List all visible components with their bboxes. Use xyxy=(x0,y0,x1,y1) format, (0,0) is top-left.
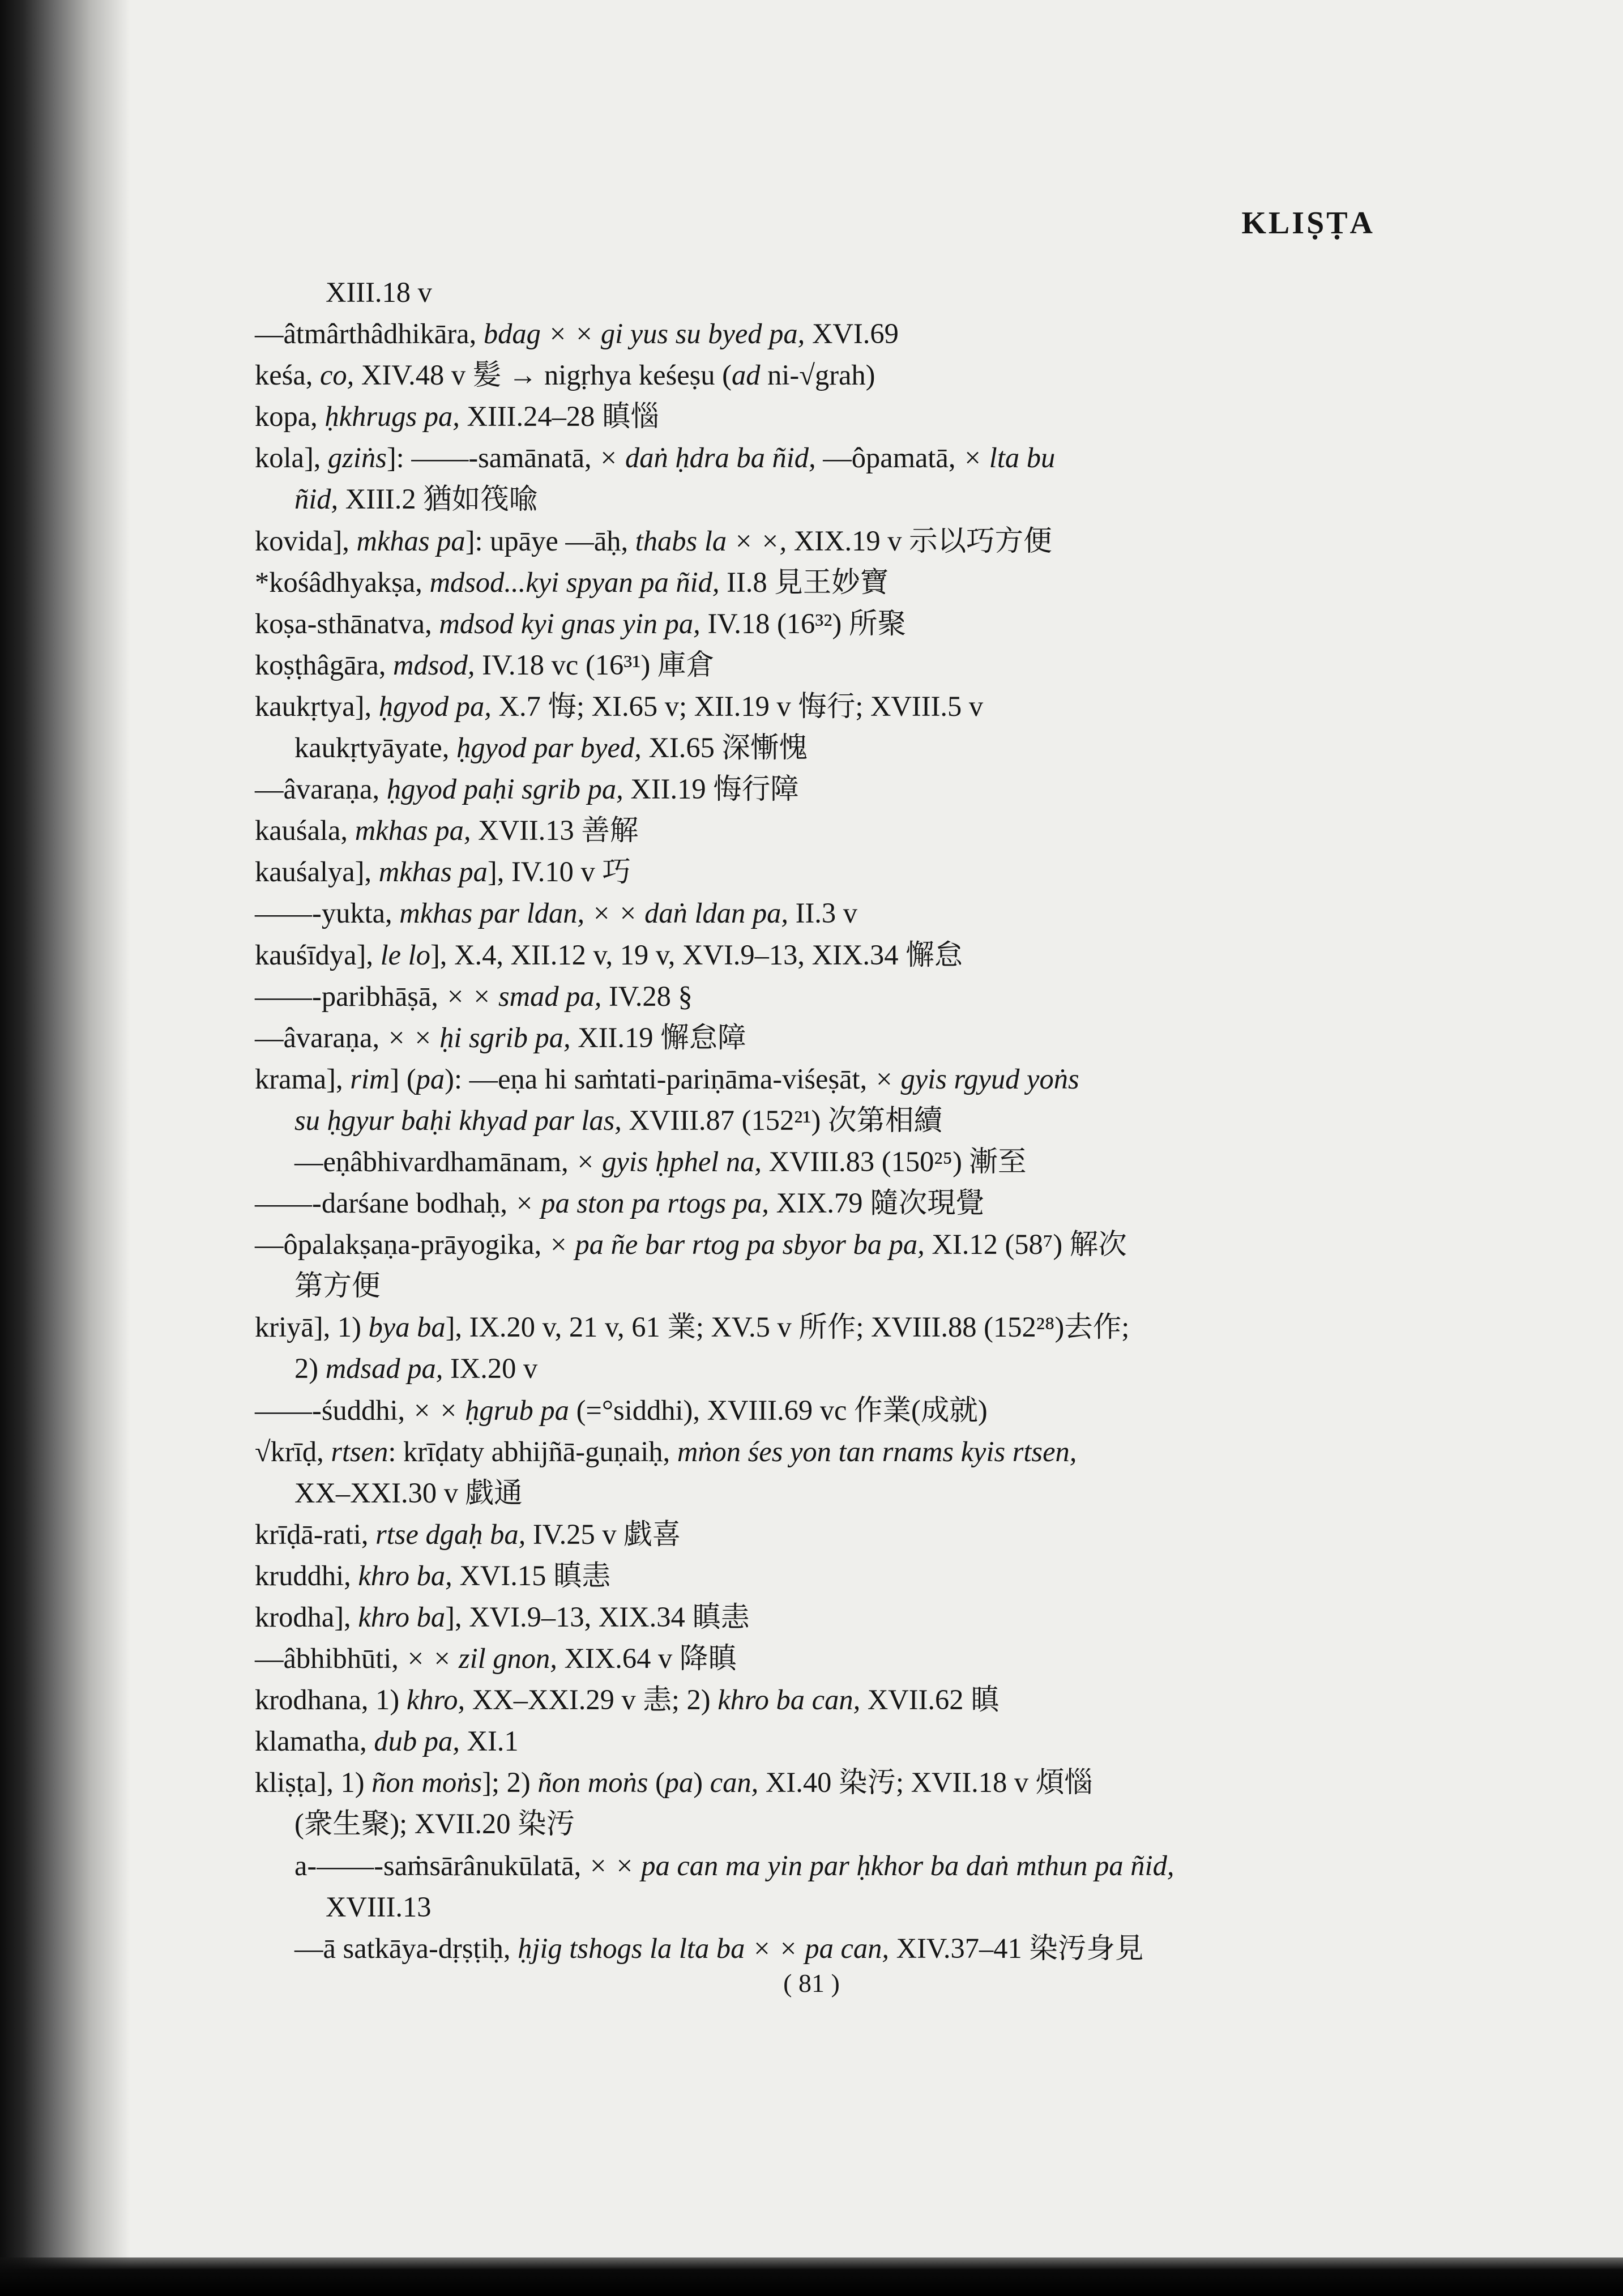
entry-text: II.8 見王妙寶 xyxy=(719,566,889,598)
tibetan-equivalent: × gyis ḥphel na, xyxy=(575,1145,762,1177)
entry-line xyxy=(255,562,1393,603)
entry-text: kovida], xyxy=(255,524,357,557)
entry-text: XX–XXI.30 v 戯通 xyxy=(294,1476,523,1509)
tibetan-equivalent: bya ba xyxy=(368,1311,446,1343)
entry-text: XII.19 懈怠障 xyxy=(570,1021,746,1053)
entry-text: IV.28 § xyxy=(601,980,693,1012)
tibetan-equivalent: khro ba, xyxy=(358,1559,452,1591)
entry-line xyxy=(255,1224,1393,1265)
entry-text: kaukṛtya], xyxy=(255,690,379,722)
tibetan-equivalent: rtse dgaḥ ba, xyxy=(375,1518,526,1550)
tibetan-equivalent: rim xyxy=(350,1062,390,1095)
tibetan-equivalent: × pa ston pa rtogs pa, xyxy=(514,1187,769,1219)
entry-text: XVIII.83 (150²⁵) 漸至 xyxy=(762,1145,1027,1177)
tibetan-equivalent: mdsod kyi gnas yin pa, xyxy=(439,607,701,639)
entry-text: : krīḍaty abhijñā-guṇaiḥ, xyxy=(388,1435,677,1467)
entry-text: XI.12 (58⁷) 解次 xyxy=(924,1228,1127,1261)
entry-line xyxy=(255,1928,1393,1969)
entry-text: ——-yukta, xyxy=(255,897,400,929)
entry-line xyxy=(255,686,1393,727)
tibetan-equivalent: khro, xyxy=(406,1684,465,1716)
page-number: ( 81 ) xyxy=(783,1969,840,1998)
entry-text: *kośâdhyakṣa, xyxy=(255,566,430,598)
entry-text: —âtmârthâdhikāra, xyxy=(255,318,484,350)
entry-text: IX.20 v xyxy=(443,1352,538,1385)
tibetan-equivalent: dub pa, xyxy=(374,1725,460,1757)
entry-line xyxy=(255,1141,1393,1183)
entry-line xyxy=(255,727,1393,769)
entry-text: krīḍā-rati, xyxy=(255,1518,376,1550)
tibetan-equivalent: mkhas pa xyxy=(356,524,465,557)
entry-line xyxy=(255,520,1393,562)
entry-text: (衆生聚); XVII.20 染汚 xyxy=(294,1808,575,1840)
tibetan-equivalent: × × smad pa, xyxy=(445,980,602,1012)
entry-line xyxy=(255,893,1393,934)
entry-line xyxy=(255,1845,1393,1887)
entry-line xyxy=(255,1638,1393,1679)
tibetan-equivalent: mkhas par ldan, × × daṅ ldan pa, xyxy=(399,897,789,929)
entry-text: XVIII.87 (152²¹) 次第相續 xyxy=(621,1104,942,1136)
entry-line xyxy=(255,1059,1393,1100)
entry-text: ) xyxy=(693,1766,710,1799)
entry-text: —âbhibhūti, xyxy=(255,1642,406,1675)
entry-line xyxy=(255,1762,1393,1803)
entry-line xyxy=(255,1100,1393,1141)
entry-text: krodhana, 1) xyxy=(255,1684,407,1716)
tibetan-equivalent: × × zil gnon, xyxy=(405,1642,557,1675)
tibetan-equivalent: × lta bu xyxy=(963,442,1056,474)
entry-text: XIV.48 v 髪 → nigṛhya keśeṣu ( xyxy=(354,359,732,391)
entry-text: ( xyxy=(648,1766,665,1799)
entry-text: IV.18 (16³²) 所聚 xyxy=(700,607,907,639)
entry-line xyxy=(255,934,1393,976)
tibetan-equivalent: ḥgyod pa, xyxy=(378,690,492,722)
tibetan-equivalent: gziṅs xyxy=(328,442,387,474)
tibetan-equivalent: ñon moṅs xyxy=(371,1766,482,1799)
running-head: KLIṢṬA xyxy=(1241,206,1375,241)
tibetan-equivalent: × gyis rgyud yoṅs xyxy=(874,1062,1079,1095)
entry-line xyxy=(255,851,1393,893)
entry-line xyxy=(255,645,1393,686)
entry-text: XVI.15 瞋恚 xyxy=(452,1559,610,1591)
entry-text: ): —eṇa hi saṁtati-pariṇāma-viśeṣāt, xyxy=(445,1062,874,1095)
entry-text: XIII.2 猶如筏喩 xyxy=(338,483,538,515)
entry-text: kruddhi, xyxy=(255,1559,358,1591)
entry-text: XX–XXI.29 v 恚; 2) xyxy=(465,1684,718,1716)
entry-text: krama], xyxy=(255,1062,351,1095)
entry-text: √krīḍ, xyxy=(255,1435,331,1467)
entry-text: —âvaraṇa, xyxy=(255,1021,387,1053)
entry-text: XIX.79 隨次現覺 xyxy=(768,1187,985,1219)
entry-text: X.7 悔; XI.65 v; XII.19 v 悔行; XVIII.5 v xyxy=(491,690,984,722)
entry-text: XIII.24–28 瞋惱 xyxy=(459,400,659,433)
entry-line xyxy=(255,769,1393,810)
entry-line xyxy=(255,1597,1393,1638)
entry-text: XIII.18 v xyxy=(326,276,432,308)
entry-text: XVI.69 xyxy=(805,318,899,350)
entry-text: XI.40 染汚; XVII.18 v 煩惱 xyxy=(758,1766,1093,1799)
entry-line xyxy=(255,1183,1393,1224)
entry-text: keśa, xyxy=(255,359,320,391)
tibetan-equivalent: mdsad pa, xyxy=(325,1352,443,1385)
entry-text: kauśīdya], xyxy=(255,938,381,971)
tibetan-equivalent: mdsod...kyi spyan pa ñid, xyxy=(429,566,720,598)
entry-text: XIV.37–41 染汚身見 xyxy=(889,1932,1144,1964)
entry-line xyxy=(255,1473,1393,1514)
entry-text: ——-paribhāṣā, xyxy=(255,980,446,1012)
entry-text: XII.19 悔行障 xyxy=(623,773,799,805)
tibetan-equivalent: mṅon śes yon tan rnams kyis rtsen, xyxy=(677,1435,1077,1467)
entry-text: —eṇâbhivardhamānam, xyxy=(294,1145,576,1177)
tibetan-equivalent: pa xyxy=(664,1766,694,1799)
entry-text: kaukṛtyāyate, xyxy=(294,732,457,764)
tibetan-equivalent: ḥgyod par byed, xyxy=(456,732,642,764)
entry-text: kauśalya], xyxy=(255,856,379,888)
tibetan-equivalent: ḥkhrugs pa, xyxy=(324,400,460,433)
entry-line xyxy=(255,1431,1393,1473)
entry-text: a-——-saṁsārânukūlatā, xyxy=(294,1849,588,1881)
tibetan-equivalent: × daṅ ḥdra ba ñid, xyxy=(599,442,816,474)
entry-text: ——-śuddhi, xyxy=(255,1394,412,1426)
entry-text: kliṣṭa], 1) xyxy=(255,1766,372,1799)
entry-line xyxy=(255,1555,1393,1597)
entry-text: (=°siddhi), XVIII.69 vc 作業(成就) xyxy=(569,1394,988,1426)
entry-text: koṣa-sthānatva, xyxy=(255,607,439,639)
entry-text: koṣṭhâgāra, xyxy=(255,648,393,681)
entry-line xyxy=(255,1887,1393,1928)
entry-line xyxy=(255,1390,1393,1431)
entry-line xyxy=(255,1017,1393,1059)
tibetan-equivalent: ad xyxy=(732,359,761,391)
entry-line xyxy=(255,1721,1393,1762)
entry-text: ]: upāye —āḥ, xyxy=(465,524,635,557)
entry-line xyxy=(255,976,1393,1017)
entry-text: —ôpalakṣaṇa-prāyogika, xyxy=(255,1228,549,1261)
tibetan-equivalent: ñid, xyxy=(294,483,339,515)
entry-text: II.3 v xyxy=(788,897,858,929)
entry-text: ], XVI.9–13, XIX.34 瞋恚 xyxy=(445,1601,750,1633)
tibetan-equivalent: mkhas pa, xyxy=(355,814,471,847)
entry-text: ], IV.10 v 巧 xyxy=(487,856,631,888)
entry-line xyxy=(255,1307,1393,1348)
scan-bottom-edge xyxy=(0,2257,1623,2296)
entry-text: 2) xyxy=(294,1352,326,1385)
entry-text: klamatha, xyxy=(255,1725,374,1757)
entry-text: XVII.62 瞋 xyxy=(860,1684,1000,1716)
entry-text: kopa, xyxy=(255,400,325,433)
entry-text: IV.25 v 戯喜 xyxy=(526,1518,681,1550)
entry-text: XVIII.13 xyxy=(326,1890,432,1923)
entry-text: XIX.64 v 降瞋 xyxy=(557,1642,737,1675)
entry-text: XI.1 xyxy=(459,1725,519,1757)
entry-text: ni-√grah) xyxy=(760,359,875,391)
tibetan-equivalent: pa xyxy=(416,1062,445,1095)
entry-text: ]: ——-samānatā, xyxy=(386,442,599,474)
tibetan-equivalent: su ḥgyur baḥi khyad par las, xyxy=(294,1104,622,1136)
entry-line xyxy=(255,396,1393,437)
entry-text: XI.65 深慚愧 xyxy=(641,732,808,764)
scan-spine-shadow xyxy=(0,0,130,2296)
entry-text: kriyā], 1) xyxy=(255,1311,369,1343)
entry-text: krodha], xyxy=(255,1601,358,1633)
entry-line xyxy=(255,1514,1393,1555)
entry-text: kola], xyxy=(255,442,328,474)
entry-text: —âvaraṇa, xyxy=(255,773,387,805)
entry-text: ] ( xyxy=(390,1062,416,1095)
entry-line xyxy=(255,810,1393,851)
tibetan-equivalent: × × ḥgrub pa xyxy=(412,1394,569,1426)
entry-line xyxy=(255,1265,1393,1307)
entry-text: XIX.19 v 示以巧方便 xyxy=(787,524,1052,557)
tibetan-equivalent: rtsen xyxy=(331,1435,388,1467)
entry-line xyxy=(255,355,1393,396)
entry-text: —ôpamatā, xyxy=(815,442,963,474)
entry-line xyxy=(255,437,1393,479)
entry-text: XVII.13 善解 xyxy=(471,814,639,847)
tibetan-equivalent: le lo xyxy=(380,938,430,971)
tibetan-equivalent: khro ba can, xyxy=(717,1684,861,1716)
tibetan-equivalent: bdag × × gi yus su byed pa, xyxy=(483,318,805,350)
tibetan-equivalent: mkhas pa xyxy=(378,856,488,888)
entry-text: ——-darśane bodhaḥ, xyxy=(255,1187,515,1219)
entry-line xyxy=(255,1679,1393,1721)
tibetan-equivalent: co, xyxy=(319,359,355,391)
entry-text: —ā satkāya-dṛṣṭiḥ, xyxy=(294,1932,518,1964)
tibetan-equivalent: mdsod, xyxy=(393,648,475,681)
entry-text: 第方便 xyxy=(294,1270,381,1302)
tibetan-equivalent: ḥjig tshogs la lta ba × × pa can, xyxy=(518,1932,890,1964)
entry-line xyxy=(255,272,1393,313)
tibetan-equivalent: ḥgyod paḥi sgrib pa, xyxy=(386,773,623,805)
entry-line xyxy=(255,479,1393,520)
tibetan-equivalent: × pa ñe bar rtog pa sbyor ba pa, xyxy=(548,1228,925,1261)
entry-line xyxy=(255,1348,1393,1389)
entry-text: IV.18 vc (16³¹) 庫倉 xyxy=(475,648,715,681)
dictionary-entries xyxy=(255,272,1393,1969)
entry-text: kauśala, xyxy=(255,814,355,847)
tibetan-equivalent: khro ba xyxy=(358,1601,446,1633)
entry-line xyxy=(255,313,1393,355)
tibetan-equivalent: ñon moṅs xyxy=(537,1766,648,1799)
entry-line xyxy=(255,603,1393,645)
tibetan-equivalent: thabs la × ×, xyxy=(635,524,787,557)
entry-text: ]; 2) xyxy=(482,1766,538,1799)
entry-text: ], IX.20 v, 21 v, 61 業; XV.5 v 所作; XVIII.88 (152²⁸)去作; xyxy=(445,1311,1130,1343)
tibetan-equivalent: × × pa can ma yin par ḥkhor ba daṅ mthun pa ñid, xyxy=(588,1849,1174,1881)
entry-text: ], X.4, XII.12 v, 19 v, XVI.9–13, XIX.34 懈怠 xyxy=(430,938,963,971)
tibetan-equivalent: can, xyxy=(710,1766,759,1799)
tibetan-equivalent: × × ḥi sgrib pa, xyxy=(386,1021,571,1053)
entry-line xyxy=(255,1803,1393,1845)
